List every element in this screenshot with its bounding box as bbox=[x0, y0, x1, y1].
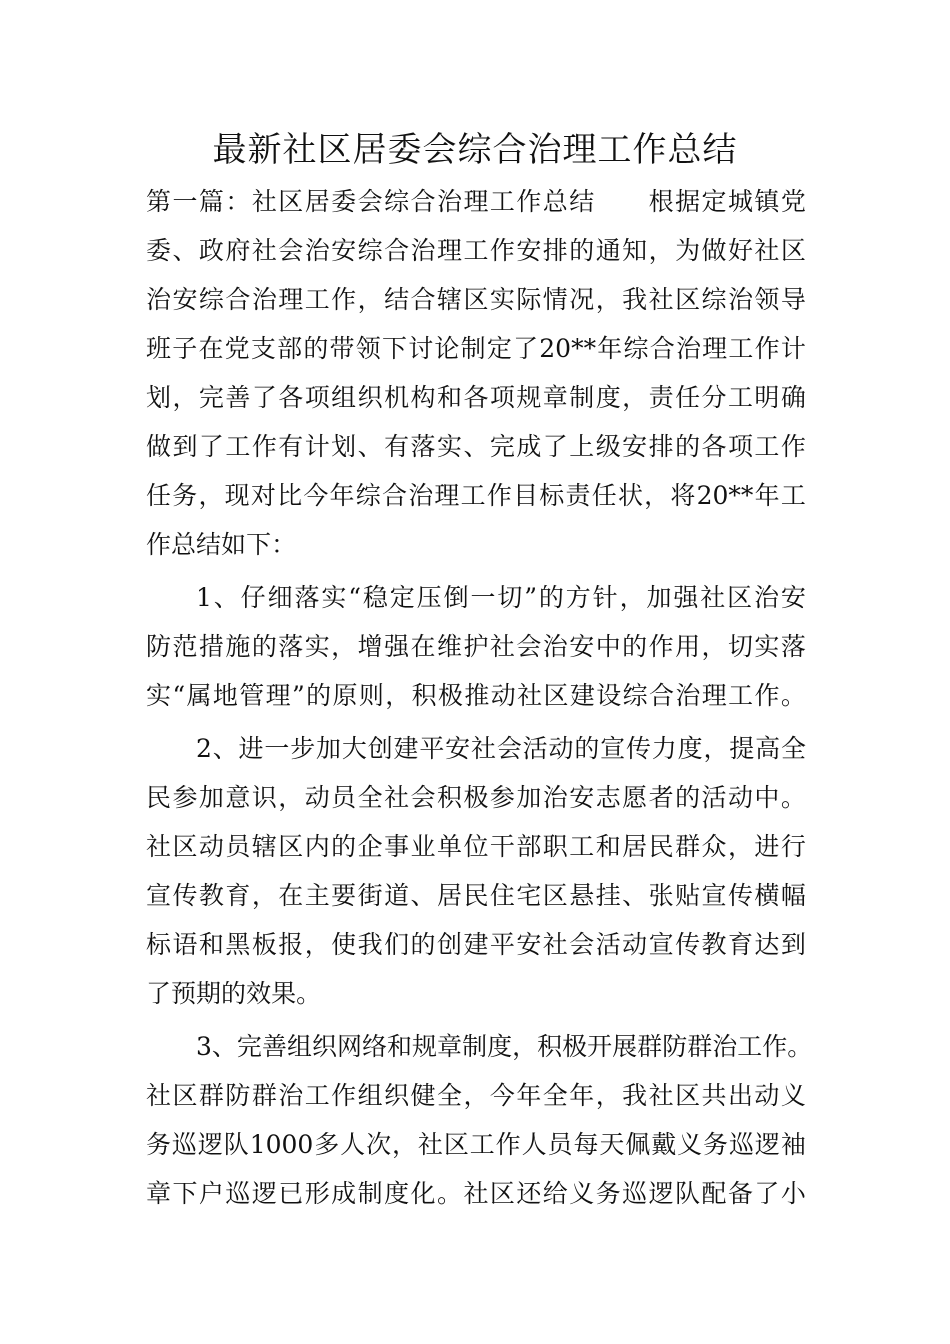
text-line: 防 范 措 施 的 落 实 ， 增 强 在 维 护 社 会 治 安 中 的 作 用 ， 切 实 落 bbox=[146, 632, 806, 661]
document-body bbox=[146, 177, 813, 1218]
text-line: 宣 传 教 育 ， 在 主 要 街 道 、 居 民 住 宅 区 悬 挂 、 张 贴 宣 传 横 幅 bbox=[146, 881, 806, 910]
text-line: 社 区 群 防 群 治 工 作 组 织 健 全 ， 今 年 全 年 ， 我 社 区 共 出 动 义 bbox=[146, 1081, 806, 1110]
text-line: 标 语 和 黑 板 报 ， 使 我 们 的 创 建 平 安 社 会 活 动 宣 传 教 育 达 到 bbox=[146, 930, 806, 959]
text-line: 2 、 进 一 步 加 大 创 建 平 安 社 会 活 动 的 宣 传 力 度 ， 提 高 全 bbox=[196, 734, 806, 763]
text-line: 务 巡 逻 队 1000 多 人 次 ， 社 区 工 作 人 员 每 天 佩 戴 义 务 巡 逻 袖 bbox=[146, 1130, 806, 1159]
text-line: 划 ， 完 善 了 各 项 组 织 机 构 和 各 项 规 章 制 度 ， 责 任 分 工 明 确 bbox=[146, 383, 806, 412]
text-line: 章 下 户 巡 逻 已 形 成 制 度 化 。 社 区 还 给 义 务 巡 逻 队 配 备 了 小 bbox=[146, 1179, 806, 1208]
document-title: 最新社区居委会综合治理工作总结 bbox=[212, 130, 738, 170]
text-line: 社 区 动 员 辖 区 内 的 企 事 业 单 位 干 部 职 工 和 居 民 群 众 ， 进 行 bbox=[146, 832, 806, 861]
text-line: 实 “ 属 地 管 理 ” 的 原 则 ， 积 极 推 动 社 区 建 设 综 合 治 理 工 作 。 bbox=[146, 681, 806, 710]
text-line: 1 、 仔 细 落 实 “ 稳 定 压 倒 一 切 ” 的 方 针 ， 加 强 社 区 治 安 bbox=[196, 583, 806, 612]
text-line: 治 安 综 合 治 理 工 作 ， 结 合 辖 区 实 际 情 况 ， 我 社 区 综 治 领 导 bbox=[146, 285, 806, 314]
text-line: 任 务 ， 现 对 比 今 年 综 合 治 理 工 作 目 标 责 任 状 ， 将 20** 年 工 bbox=[146, 481, 806, 510]
text-line: 了 预 期 的 效 果 。 bbox=[146, 979, 322, 1008]
text-line: 班 子 在 党 支 部 的 带 领 下 讨 论 制 定 了 20** 年 综 合 治 理 工 作 计 bbox=[146, 334, 806, 363]
text-line: 3 、 完 善 组 织 网 络 和 规 章 制 度 ， 积 极 开 展 群 防 群 治 工 作 。 bbox=[196, 1032, 813, 1061]
text-line: 民 参 加 意 识 ， 动 员 全 社 会 积 极 参 加 治 安 志 愿 者 的 活 动 中 。 bbox=[146, 783, 806, 812]
text-line: 做 到 了 工 作 有 计 划 、 有 落 实 、 完 成 了 上 级 安 排 的 各 项 工 作 bbox=[146, 432, 806, 461]
text-line: 第 一 篇 ： 社 区 居 委 会 综 合 治 理 工 作 总 结 根 据 定 城 镇 党 bbox=[146, 187, 806, 216]
text-line: 委 、 政 府 社 会 治 安 综 合 治 理 工 作 安 排 的 通 知 ， 为 做 好 社 区 bbox=[146, 236, 806, 265]
text-line: 作 总 结 如 下 ： bbox=[146, 530, 297, 559]
